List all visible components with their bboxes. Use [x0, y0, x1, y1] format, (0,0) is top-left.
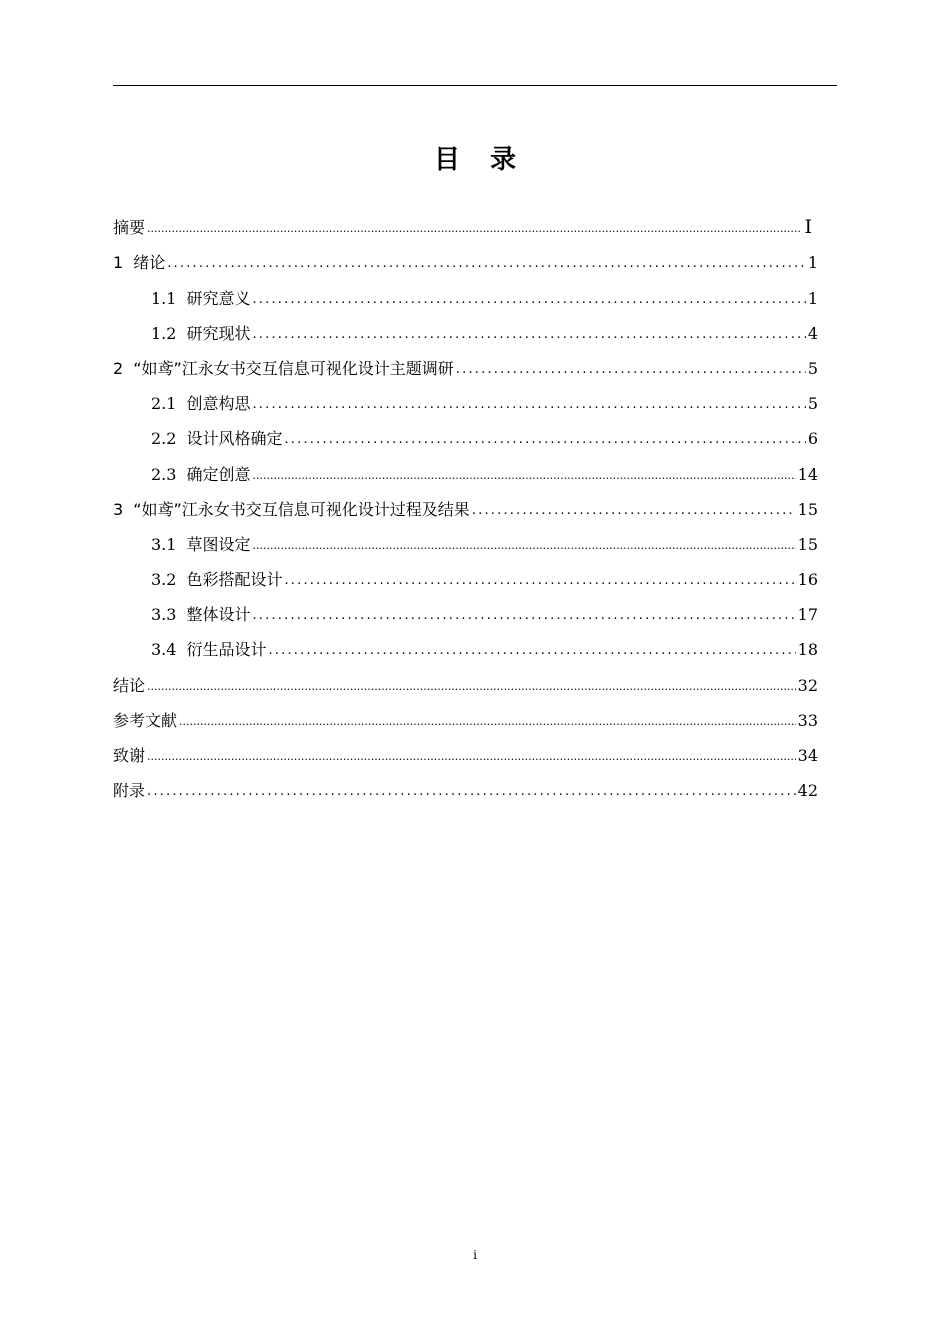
toc-entry-page: 5: [807, 394, 818, 414]
toc-entry-title: 致谢: [113, 746, 146, 765]
toc-entry-title: 整体设计: [186, 605, 251, 625]
toc-leader-dots: [268, 643, 795, 659]
toc-entry-number: 3: [113, 499, 124, 519]
toc-entry-1-1[interactable]: [113, 272, 818, 307]
toc-entry-page: 18: [797, 640, 818, 660]
toc-leader-dots: [284, 432, 805, 448]
toc-entry-title: 结论: [113, 675, 146, 695]
toc-entry-page: 5: [807, 358, 818, 378]
toc-entry-appendix[interactable]: [113, 765, 818, 800]
toc-entry-number: 3.4: [151, 640, 177, 660]
toc-entry-number: 1.2: [151, 323, 177, 343]
toc-entry-title: 设计风格确定: [186, 429, 283, 449]
toc-entry-title: 附录: [113, 781, 146, 801]
toc-entry-3-3[interactable]: [113, 589, 818, 624]
toc-entry-references[interactable]: [113, 695, 818, 730]
toc-entry-title: 摘要: [113, 218, 146, 238]
toc-entry-number: 1.1: [151, 288, 177, 308]
toc-entry-page: 33: [797, 710, 818, 730]
toc-entry-number: 2.1: [151, 394, 177, 414]
toc-entry-title: “如鸢”江永女书交互信息可视化设计主题调研: [133, 358, 454, 378]
toc-entry-page: 32: [797, 675, 818, 695]
toc-leader-dots: [252, 468, 795, 484]
toc-entry-number: 2.3: [151, 464, 177, 484]
toc-leader-dots: [252, 397, 805, 413]
toc-entry-title: 色彩搭配设计: [186, 570, 283, 590]
toc-entry-page: 1: [807, 253, 818, 273]
toc-entry-2[interactable]: [113, 343, 818, 378]
toc-entry-page: 16: [797, 570, 818, 590]
toc-entry-title: “如鸢”江永女书交互信息可视化设计过程及结果: [133, 499, 470, 519]
toc-leader-dots: [252, 538, 795, 554]
toc-entry-3-4[interactable]: [113, 624, 818, 659]
toc-leader-dots: [252, 327, 805, 343]
toc-entry-number: 3.1: [151, 534, 177, 554]
page-title: 目录: [433, 145, 546, 175]
toc-entry-3-2[interactable]: [113, 554, 818, 589]
toc-entry-number: 2.2: [151, 429, 177, 449]
toc-leader-dots: [252, 292, 805, 308]
toc-entry-2-1[interactable]: [113, 378, 818, 413]
toc-leader-dots: [284, 573, 795, 589]
toc-leader-dots: [472, 503, 796, 519]
toc-entry-page: 15: [797, 534, 818, 554]
toc-entry-page: 34: [797, 746, 818, 765]
toc-entry-title: 参考文献: [113, 710, 178, 730]
toc-entry-title: 衍生品设计: [186, 640, 267, 660]
toc-leader-dots: [147, 749, 796, 765]
toc-entry-page: 42: [797, 781, 818, 801]
toc-entry-1-2[interactable]: [113, 308, 818, 343]
toc-leader-dots: [147, 784, 796, 800]
toc-entry-title: 研究现状: [186, 323, 251, 343]
toc-entry-number: 2: [113, 358, 124, 378]
toc-entry-page: 1: [807, 288, 818, 308]
toc-entry-number: 1: [113, 253, 124, 273]
toc-entry-conclusion[interactable]: [113, 659, 818, 694]
toc-leader-dots: [147, 679, 796, 695]
toc-entry-acknowledgements[interactable]: [113, 730, 818, 765]
toc-entry-abstract[interactable]: [113, 202, 818, 237]
toc-leader-dots: [179, 714, 796, 730]
toc-entry-page: 14: [797, 464, 818, 484]
toc-entry-title: 创意构思: [186, 394, 251, 414]
toc-leader-dots: [252, 608, 795, 624]
toc-leader-dots: [456, 362, 806, 378]
toc-list: [113, 202, 818, 800]
toc-entry-page: I: [804, 216, 812, 239]
toc-entry-number: 3.3: [151, 605, 177, 625]
toc-entry-3[interactable]: [113, 484, 818, 519]
toc-entry-page: 4: [807, 323, 818, 343]
toc-entry-3-1[interactable]: [113, 519, 818, 554]
toc-entry-page: 15: [797, 499, 818, 519]
toc-entry-title: 草图设定: [186, 534, 251, 554]
footer-page-number: i: [473, 1248, 477, 1262]
toc-entry-title: 研究意义: [186, 288, 251, 308]
header-rule: [113, 85, 837, 86]
toc-entry-2-2[interactable]: [113, 413, 818, 448]
toc-leader-dots: [147, 221, 802, 237]
toc-entry-title: 确定创意: [186, 464, 251, 484]
toc-entry-page: 6: [807, 429, 818, 449]
toc-entry-number: 3.2: [151, 570, 177, 590]
toc-entry-title: 绪论: [133, 253, 166, 273]
toc-leader-dots: [167, 256, 806, 272]
toc-entry-2-3[interactable]: [113, 448, 818, 483]
toc-entry-page: 17: [797, 605, 818, 625]
toc-entry-1[interactable]: [113, 237, 818, 272]
